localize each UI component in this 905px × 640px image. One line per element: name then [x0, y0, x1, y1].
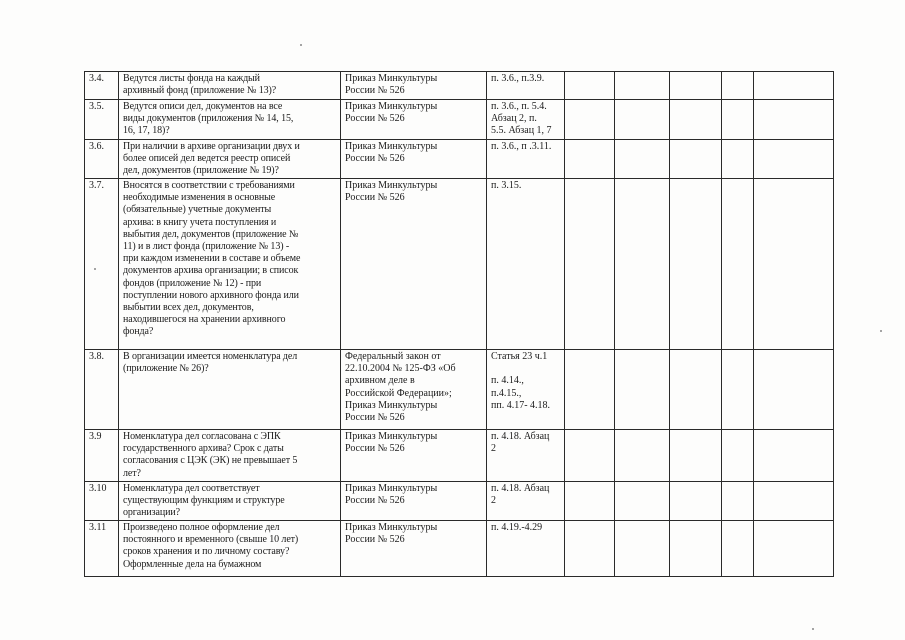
- scan-speck: [94, 268, 96, 270]
- item-number: 3.10: [85, 482, 119, 521]
- legal-basis: Приказ Минкультуры России № 526: [341, 100, 487, 140]
- empty-cell: [722, 521, 754, 577]
- empty-cell: [565, 100, 615, 140]
- scan-speck: [880, 330, 882, 332]
- clause-reference: п. 4.19.-4.29: [487, 521, 565, 577]
- empty-cell: [722, 100, 754, 140]
- legal-basis: Приказ Минкультуры России № 526: [341, 72, 487, 100]
- item-number: 3.6.: [85, 140, 119, 179]
- legal-basis: Приказ Минкультуры России № 526: [341, 482, 487, 521]
- legal-basis: Приказ Минкультуры России № 526: [341, 179, 487, 350]
- table-row-3-7: [85, 179, 834, 350]
- checklist-table: [84, 71, 834, 577]
- empty-cell: [670, 350, 722, 430]
- clause-reference: п. 3.6., п.3.9.: [487, 72, 565, 100]
- table-row-3-10: [85, 482, 834, 521]
- empty-cell: [615, 521, 670, 577]
- item-number: 3.8.: [85, 350, 119, 430]
- empty-cell: [722, 482, 754, 521]
- clause-reference: п. 4.18. Абзац 2: [487, 482, 565, 521]
- legal-basis: Приказ Минкультуры России № 526: [341, 140, 487, 179]
- question-text: В организации имеется номенклатура дел (приложение № 26)?: [119, 350, 341, 430]
- legal-basis: Приказ Минкультуры России № 526: [341, 521, 487, 577]
- empty-cell: [615, 350, 670, 430]
- empty-cell: [722, 179, 754, 350]
- empty-cell: [615, 179, 670, 350]
- table-row-3-8: [85, 350, 834, 430]
- empty-cell: [722, 140, 754, 179]
- question-text: Ведутся описи дел, документов на все виды документов (приложения № 14, 15, 16, 17, 18)?: [119, 100, 341, 140]
- empty-cell: [565, 482, 615, 521]
- empty-cell: [565, 430, 615, 482]
- question-text: Ведутся листы фонда на каждый архивный фонд (приложение № 13)?: [119, 72, 341, 100]
- empty-cell: [754, 430, 834, 482]
- empty-cell: [670, 482, 722, 521]
- empty-cell: [565, 179, 615, 350]
- question-text: Вносятся в соответствии с требованиями необходимые изменения в основные (обязательные) учетные документы архива: в книгу учета поступления и выбытия дел, документов (приложение № 11) и в лист фонда (приложение № 13) - при каждом изменении в составе и объеме документов архива организации; в список фондов (приложение № 12) - при поступлении нового архивного фонда или выбытии всех дел, документов, находившегося на хранении архивного фонда?: [119, 179, 341, 350]
- clause-reference: п. 4.18. Абзац 2: [487, 430, 565, 482]
- empty-cell: [670, 521, 722, 577]
- empty-cell: [615, 100, 670, 140]
- empty-cell: [754, 140, 834, 179]
- empty-cell: [754, 72, 834, 100]
- empty-cell: [670, 430, 722, 482]
- empty-cell: [754, 100, 834, 140]
- item-number: 3.9: [85, 430, 119, 482]
- empty-cell: [565, 350, 615, 430]
- table-row-3-11: [85, 521, 834, 577]
- table-row-3-4: [85, 72, 834, 100]
- empty-cell: [722, 72, 754, 100]
- empty-cell: [670, 179, 722, 350]
- table-row-3-9: [85, 430, 834, 482]
- empty-cell: [565, 521, 615, 577]
- empty-cell: [615, 430, 670, 482]
- clause-reference: п. 3.6., п. 5.4. Абзац 2, п. 5.5. Абзац 1, 7: [487, 100, 565, 140]
- table-row-3-6: [85, 140, 834, 179]
- scan-speck: [812, 628, 814, 630]
- empty-cell: [754, 350, 834, 430]
- empty-cell: [722, 430, 754, 482]
- empty-cell: [754, 521, 834, 577]
- question-text: Номенклатура дел согласована с ЭПК государственного архива? Срок с даты согласования с ЦЭК (ЭК) не превышает 5 лет?: [119, 430, 341, 482]
- item-number: 3.11: [85, 521, 119, 577]
- clause-reference: Статья 23 ч.1 п. 4.14., п.4.15., пп. 4.17- 4.18.: [487, 350, 565, 430]
- item-number: 3.5.: [85, 100, 119, 140]
- empty-cell: [565, 72, 615, 100]
- empty-cell: [670, 140, 722, 179]
- empty-cell: [670, 100, 722, 140]
- legal-basis: Федеральный закон от 22.10.2004 № 125-ФЗ «Об архивном деле в Российской Федерации»; Приказ Минкультуры России № 526: [341, 350, 487, 430]
- empty-cell: [615, 72, 670, 100]
- empty-cell: [615, 140, 670, 179]
- empty-cell: [615, 482, 670, 521]
- empty-cell: [565, 140, 615, 179]
- table-row-3-5: [85, 100, 834, 140]
- item-number: 3.7.: [85, 179, 119, 350]
- question-text: Номенклатура дел соответствует существующим функциям и структуре организации?: [119, 482, 341, 521]
- scan-speck: [300, 44, 302, 46]
- empty-cell: [754, 482, 834, 521]
- clause-reference: п. 3.6., п .3.11.: [487, 140, 565, 179]
- item-number: 3.4.: [85, 72, 119, 100]
- question-text: При наличии в архиве организации двух и более описей дел ведется реестр описей дел, документов (приложение № 19)?: [119, 140, 341, 179]
- empty-cell: [722, 350, 754, 430]
- empty-cell: [670, 72, 722, 100]
- clause-reference: п. 3.15.: [487, 179, 565, 350]
- legal-basis: Приказ Минкультуры России № 526: [341, 430, 487, 482]
- empty-cell: [754, 179, 834, 350]
- question-text: Произведено полное оформление дел постоянного и временного (свыше 10 лет) сроков хранения и по личному составу? Оформленные дела на бумажном: [119, 521, 341, 577]
